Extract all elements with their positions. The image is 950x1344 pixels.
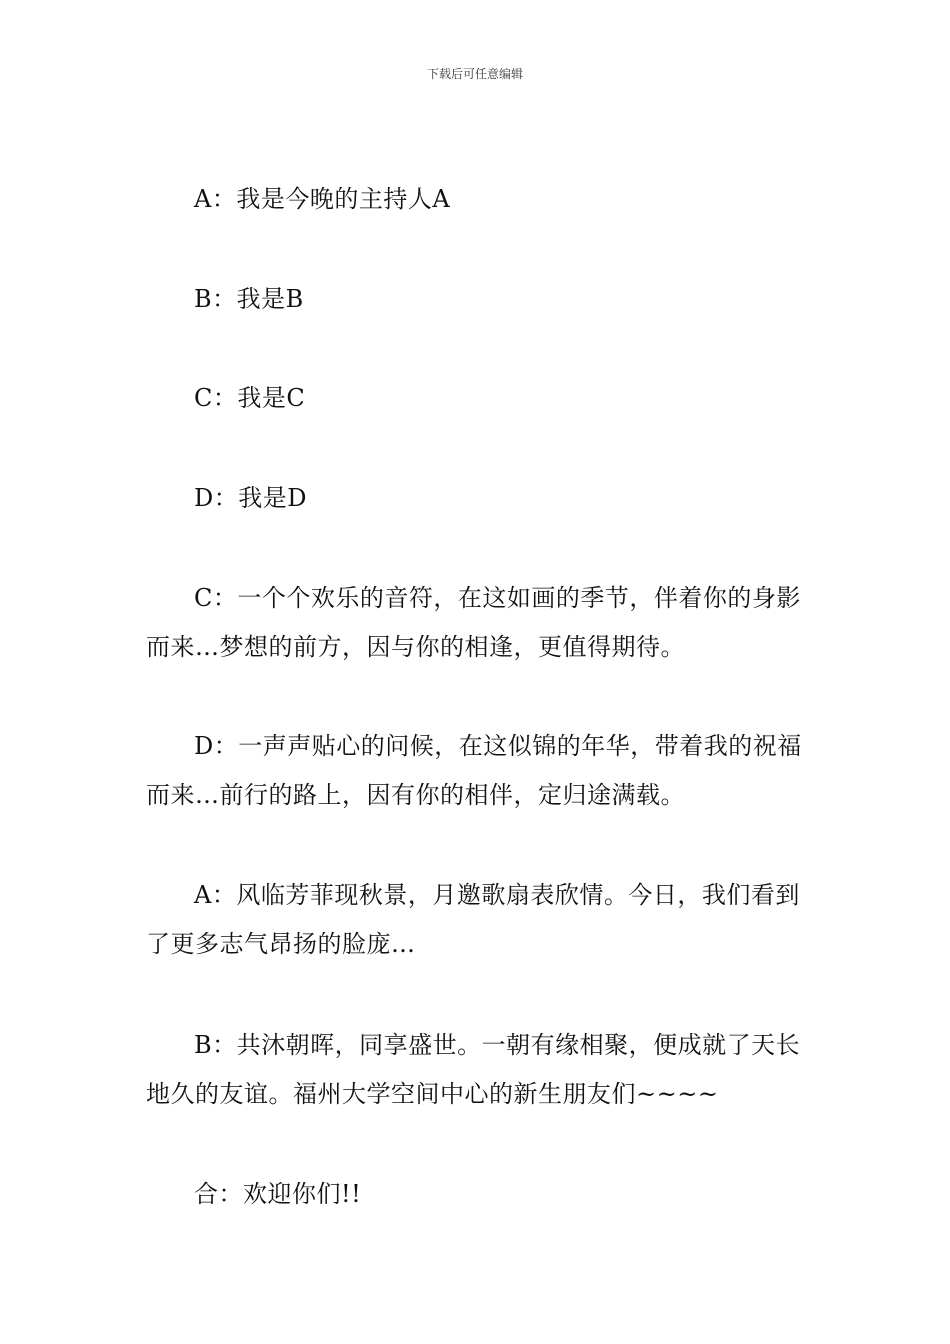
paragraph-all-hosts: 合：欢迎你们!! [194, 1180, 362, 1208]
paragraph-host-d-intro: D：我是D [194, 484, 307, 512]
paragraph-host-c-lines: C：一个个欢乐的音符，在这如画的季节，伴着你的身影而来…梦想的前方，因与你的相逢，更值得期待。 [146, 584, 801, 661]
paragraph-host-b-intro: B：我是B [194, 285, 304, 313]
paragraph-host-a-intro: A：我是今晚的主持人A [194, 185, 451, 213]
paragraph-host-c-intro: C：我是C [194, 384, 306, 412]
paragraph-host-d-lines: D：一声声贴心的问候，在这似锦的年华，带着我的祝福而来…前行的路上，因有你的相伴，定归途满载。 [146, 732, 802, 809]
paragraph-host-b-lines: B：共沐朝晖，同享盛世。一朝有缘相聚，便成就了天长地久的友谊。福州大学空间中心的新生朋友们~~~~ [146, 1031, 801, 1108]
page-header: 下载后可任意编辑 [426, 67, 523, 81]
paragraph-host-a-lines: A：风临芳菲现秋景，月邀歌扇表欣情。今日，我们看到了更多志气昂扬的脸庞… [146, 881, 800, 958]
